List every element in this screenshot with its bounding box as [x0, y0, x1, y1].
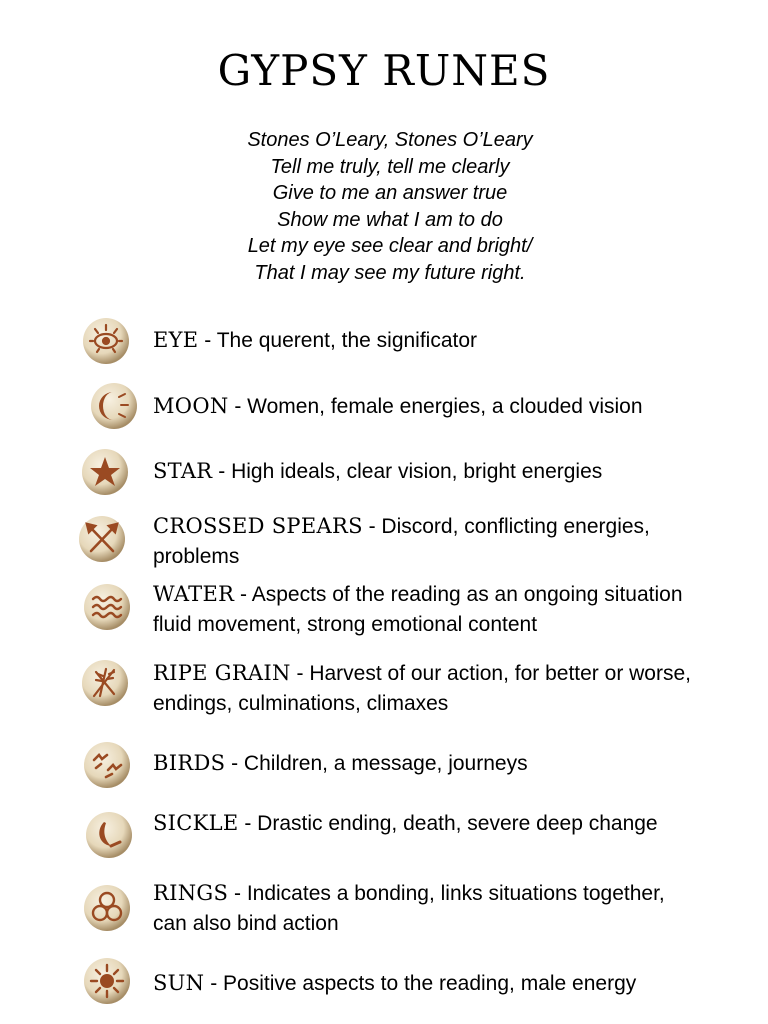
sickle-rune-icon [84, 810, 134, 860]
rune-description: - Harvest of our action, for better or worse, endings, culminations, climaxes [153, 662, 691, 715]
rune-name: MOON [153, 394, 229, 418]
rune-name: EYE [153, 328, 199, 352]
star-rune-icon [80, 447, 130, 497]
rune-entry-eye [153, 326, 753, 356]
poem-line: Stones O’Leary, Stones O’Leary [247, 129, 533, 151]
rune-name: SICKLE [153, 811, 239, 835]
rune-description: - Indicates a bonding, links situations together, can also bind action [153, 882, 665, 935]
poem-line: Give to me an answer true [272, 182, 508, 204]
rune-description: - Positive aspects to the reading, male energy [204, 972, 637, 995]
rune-name: STAR [153, 459, 213, 483]
poem-line: Tell me truly, tell me clearly [270, 155, 510, 178]
rune-name: CROSSED SPEARS [153, 514, 363, 538]
rune-description: - Women, female energies, a clouded vision [228, 395, 643, 418]
rune-description: - High ideals, clear vision, bright energies [212, 460, 603, 483]
rune-entry-crossed-spears [153, 512, 713, 571]
moon-rune-icon [89, 381, 139, 431]
poem-line: Let my eye see clear and bright/ [247, 235, 533, 257]
rune-entry-moon [153, 392, 753, 422]
rune-description: - Children, a message, journeys [225, 752, 528, 775]
rune-entry-rings [153, 879, 673, 938]
rune-description: - Drastic ending, death, severe deep change [238, 812, 658, 835]
rune-entry-water [153, 580, 713, 639]
rune-name: SUN [153, 971, 205, 995]
birds-rune-icon [82, 740, 132, 790]
rune-name: RINGS [153, 881, 229, 905]
rune-description: - The querent, the significator [198, 329, 478, 352]
water-rune-icon [82, 582, 132, 632]
poem-line: That I may see my future right. [254, 261, 526, 284]
rune-entry-sun [153, 969, 753, 999]
crossed-spears-rune-icon [77, 514, 127, 564]
rune-entry-birds [153, 749, 753, 779]
rune-name: RIPE GRAIN [153, 661, 291, 685]
rings-rune-icon [82, 883, 132, 933]
rune-description: - Discord, conflicting energies, problems [153, 515, 650, 568]
rune-entry-sickle [153, 809, 753, 839]
rune-entry-star [153, 457, 753, 487]
rune-description: - Aspects of the reading as an ongoing situation fluid movement, strong emotional content [153, 583, 683, 636]
ripe-grain-rune-icon [80, 658, 130, 708]
page-title: GYPSY RUNES [217, 46, 551, 95]
rune-entry-ripe-grain [153, 659, 713, 718]
rune-name: BIRDS [153, 751, 226, 775]
poem [0, 127, 768, 286]
eye-rune-icon [81, 316, 131, 366]
sun-rune-icon [82, 956, 132, 1006]
poem-line: Show me what I am to do [277, 208, 503, 231]
rune-name: WATER [153, 582, 235, 606]
